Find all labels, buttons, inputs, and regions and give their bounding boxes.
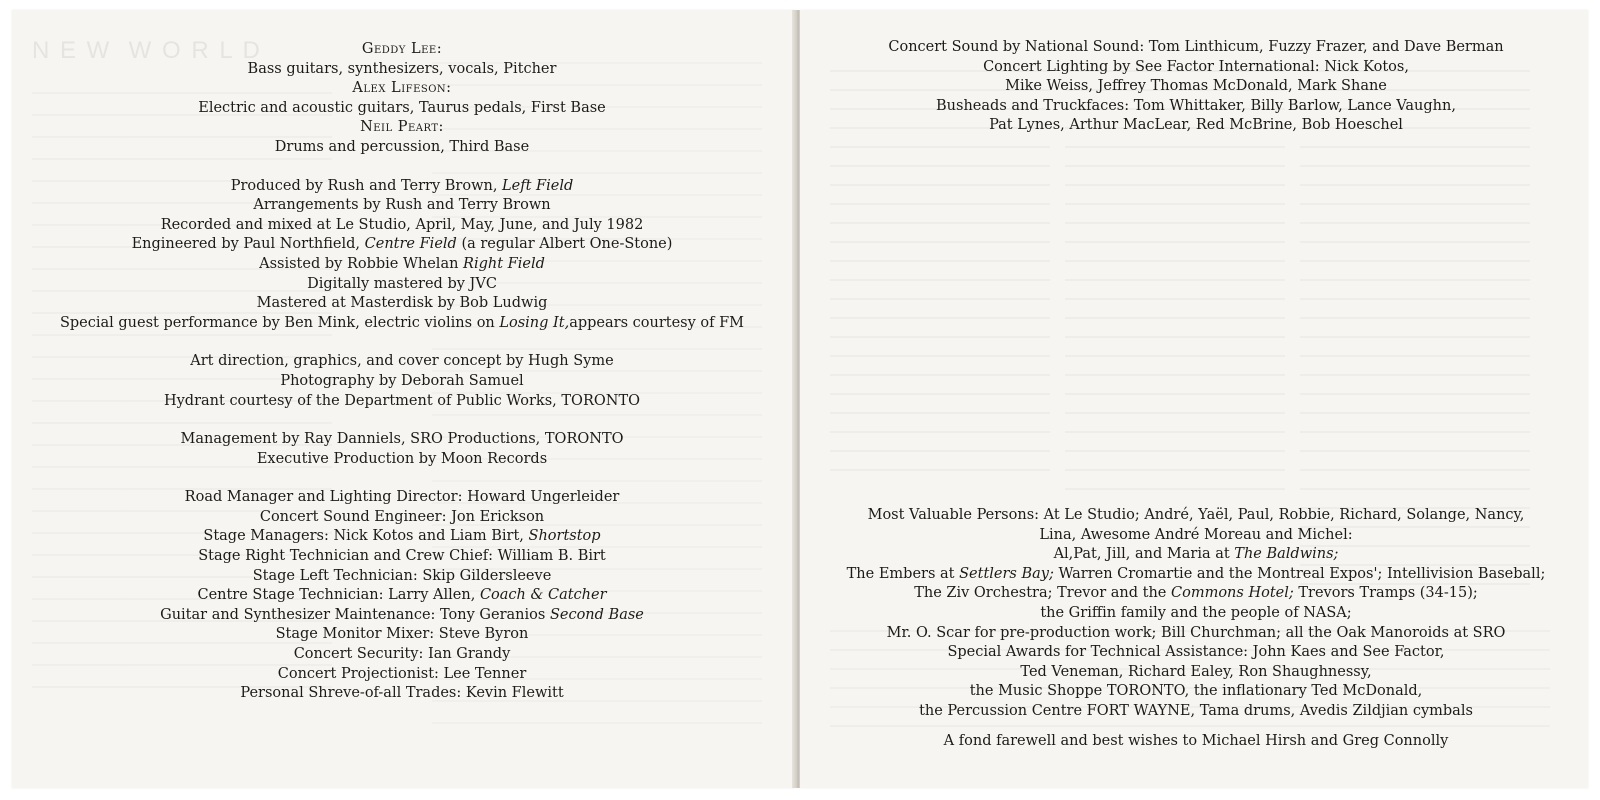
farewell-line: A fond farewell and best wishes to Michael Hirsh and Greg Connolly: [943, 732, 1449, 749]
thanks-line: the Percussion Centre FORT WAYNE, Tama drums, Avedis Zildjian cymbals: [919, 702, 1473, 719]
member-name: Alex Lifeson:: [352, 80, 452, 97]
assisted-credit: Assisted by Robbie Whelan Right Field: [259, 255, 545, 272]
thanks-line: the Griffin family and the people of NASA;: [1040, 604, 1352, 621]
concert-credit: Busheads and Truckfaces: Tom Whittaker, Billy Barlow, Lance Vaughn,: [936, 97, 1456, 114]
member-role: Electric and acoustic guitars, Taurus pedals, First Base: [198, 99, 606, 116]
management-credit: Management by Ray Danniels, SRO Productions, TORONTO: [180, 431, 624, 448]
concert-credit: Concert Sound by National Sound: Tom Linthicum, Fuzzy Frazer, and Dave Berman: [888, 39, 1504, 55]
crew-credit: Personal Shreve-of-all Trades: Kevin Flewitt: [240, 685, 564, 702]
crew-credit: Stage Monitor Mixer: Steve Byron: [275, 626, 529, 643]
member-role: Drums and percussion, Third Base: [274, 138, 530, 155]
right-page: [800, 10, 1588, 788]
photo-credit: Photography by Deborah Samuel: [280, 372, 524, 389]
crew-credit: Guitar and Synthesizer Maintenance: Tony Geranios Second Base: [160, 606, 644, 623]
thanks-line: Al,Pat, Jill, and Maria at The Baldwins;: [1053, 546, 1339, 563]
recorded-credit: Recorded and mixed at Le Studio, April, May, June, and July 1982: [160, 216, 644, 233]
hydrant-credit: Hydrant courtesy of the Department of Public Works, TORONTO: [163, 392, 641, 409]
crew-credit: Stage Left Technician: Skip Gildersleeve: [252, 567, 552, 584]
crew-credit: Stage Managers: Nick Kotos and Liam Birt, Shortstop: [203, 528, 601, 545]
concert-credit: Mike Weiss, Jeffrey Thomas McDonald, Mark Shane: [1005, 78, 1387, 95]
thanks-line: Ted Veneman, Richard Ealey, Ron Shaughnessy,: [1020, 663, 1372, 680]
produced-credit: Produced by Rush and Terry Brown, Left Field: [230, 177, 574, 194]
thanks-line: The Embers at Settlers Bay; Warren Cromartie and the Montreal Expos'; Intellivision Baseball;: [846, 565, 1546, 582]
crew-credit: Centre Stage Technician: Larry Allen, Coach & Catcher: [197, 587, 607, 604]
mastered-credit: Mastered at Masterdisk by Bob Ludwig: [256, 295, 548, 312]
engineered-credit: Engineered by Paul Northfield, Centre Field (a regular Albert One-Stone): [131, 236, 673, 253]
concert-credit: Concert Lighting by See Factor International: Nick Kotos,: [983, 58, 1409, 75]
thanks-line: Mr. O. Scar for pre-production work; Bill Churchman; all the Oak Manoroids at SRO: [886, 624, 1506, 641]
thanks-section: [820, 506, 1572, 751]
credits-column-left: [52, 40, 752, 704]
left-page: [12, 10, 796, 788]
crew-credit: Concert Security: Ian Grandy: [293, 646, 511, 663]
art-credit: Art direction, graphics, and cover concept by Hugh Syme: [190, 353, 614, 370]
member-name: Geddy Lee:: [361, 41, 443, 57]
crew-credit: Concert Projectionist: Lee Tenner: [277, 665, 527, 682]
crew-credit: Concert Sound Engineer: Jon Erickson: [259, 508, 545, 525]
thanks-line: Most Valuable Persons: At Le Studio; André, Yaël, Paul, Robbie, Richard, Solange, Nancy,: [867, 507, 1525, 523]
thanks-line: Special Awards for Technical Assistance: John Kaes and See Factor,: [947, 644, 1445, 661]
digital-credit: Digitally mastered by JVC: [307, 275, 497, 292]
concert-credit: Pat Lynes, Arthur MacLear, Red McBrine, Bob Hoeschel: [989, 117, 1403, 134]
exec-credit: Executive Production by Moon Records: [256, 450, 548, 467]
member-name: Neil Peart:: [360, 119, 444, 136]
crew-credit: Stage Right Technician and Crew Chief: William B. Birt: [198, 548, 606, 565]
arrangements-credit: Arrangements by Rush and Terry Brown: [253, 197, 551, 214]
crew-credit: Road Manager and Lighting Director: Howard Ungerleider: [184, 489, 620, 506]
bleed-through: N E W W O R L D: [32, 37, 262, 64]
member-role: Bass guitars, synthesizers, vocals, Pitcher: [247, 60, 557, 77]
guest-credit: Special guest performance by Ben Mink, electric violins on Losing It,appears courtesy of FM: [59, 314, 745, 331]
thanks-line: The Ziv Orchestra; Trevor and the Commons Hotel; Trevors Tramps (34-15);: [914, 585, 1478, 602]
thanks-line: Lina, Awesome André Moreau and Michel:: [1039, 526, 1353, 543]
credits-column-right: [820, 38, 1572, 136]
thanks-line: the Music Shoppe TORONTO, the inflationary Ted McDonald,: [969, 683, 1423, 700]
